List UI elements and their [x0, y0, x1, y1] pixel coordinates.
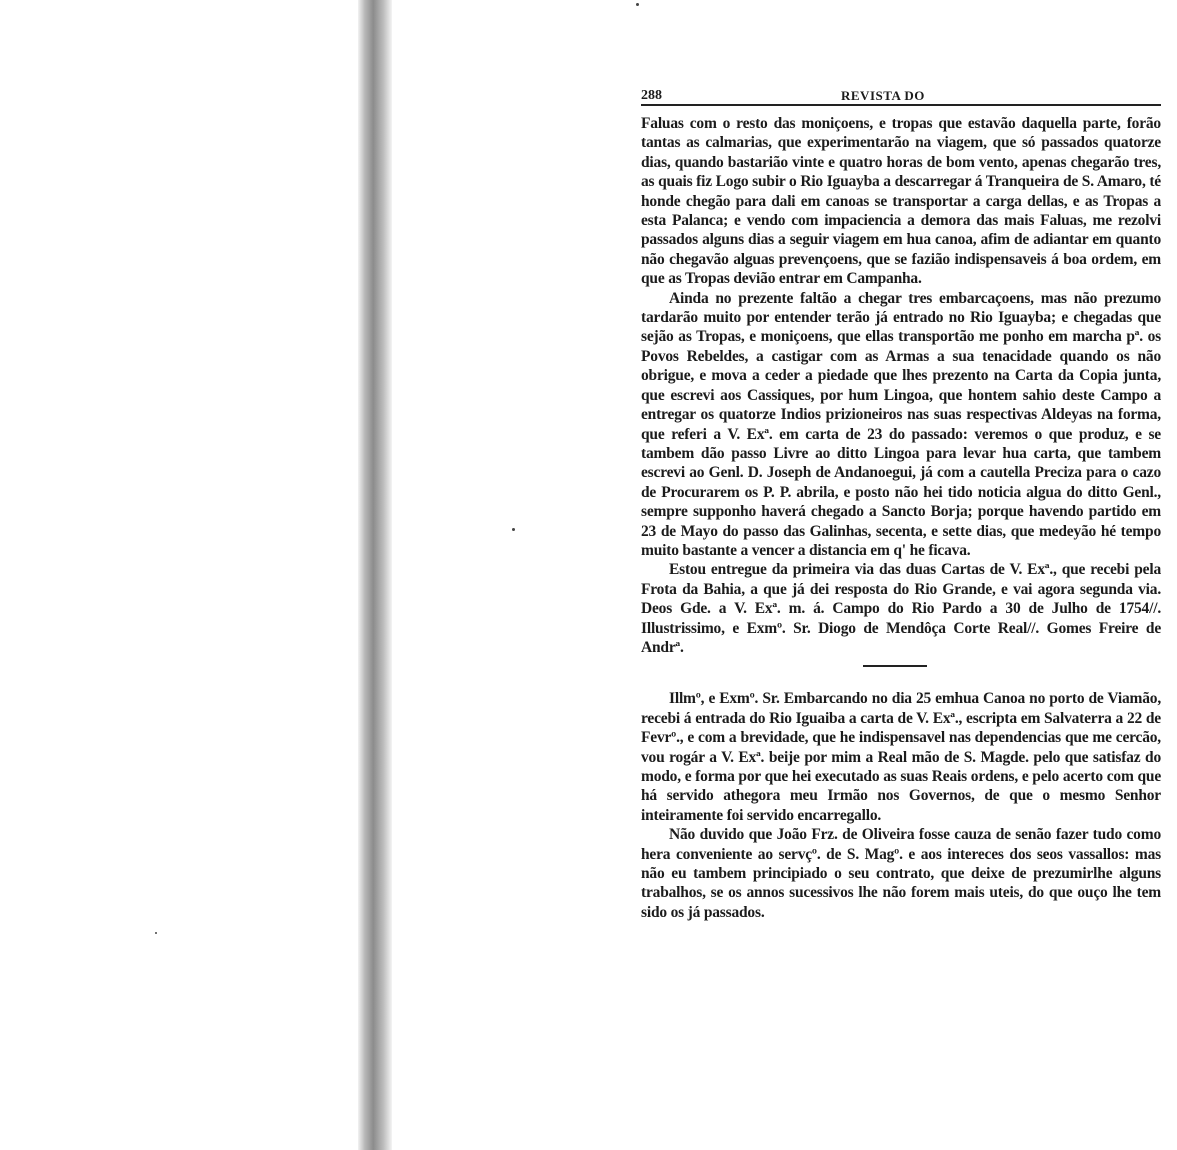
scan-speck: [636, 3, 639, 6]
letter-2: [641, 689, 1161, 922]
paragraph: Ainda no prezente faltão a chegar tres embarcaçoens, mas não prezumo tardarão muito por entender terão já entrado no Rio Iguayba; e chegadas que sejão as Tropas, e moniçoens, que ellas transportão me ponho em marcha pª. os Povos Rebeldes, a castigar com as Armas a sua tenacidade quando os não obrigue, e mova a ceder a piedade que lhes prezento na Carta da Copia junta, que escrevi aos Cassiques, por hum Lingoa, que hontem sahio deste Campo a entregar os quatorze Indios prizioneiros nas suas respectivas Aldeyas na forma, que referi a V. Exª. em carta de 23 do passado: veremos o que produz, e se tambem dão passo Livre ao ditto Lingoa para levar hua carta, que tambem escrevi ao Genl. D. Joseph de Andanoegui, já com a cautella Preciza para o cazo de Procurarem os P. P. abrila, e posto não hei tido noticia algua do ditto Genl., sempre supponho haverá chegado a Sancto Borja; porque havendo partido em 23 de Mayo do passo das Galinhas, secenta, e sette dias, que medeyão hé tempo muito bastante a vencer a distancia em q' he ficava.: [641, 289, 1161, 559]
paragraph: Faluas com o resto das moniçoens, e tropas que estavão daquella parte, forão tantas as calmarias, que experimentarão na viagem, que só passados quatorze dias, quando bastarião vinte e quatro horas de bom vento, apenas chegarão tres, as quais fiz Logo subir o Rio Iguayba a descarregar á Tranqueira de S. Amaro, té honde chegão para dali em canoas se transportar a carga dellas, e as Tropas a esta Palanca; e vendo com impaciencia a demora das mais Faluas, me rezolvi passados alguns dias a seguir viagem em hua canoa, afim de adiantar em quanto não chegavão alguas prevençoens, que se fazião indispensaveis á boa ordem, em que as Tropas devião entrar em Campanha.: [641, 115, 1161, 288]
paragraph: Estou entregue da primeira via das duas Cartas de V. Exª., que recebi pela Frota da Bahia, a que já dei resposta do Rio Grande, e vai agora segunda via. Deos Gde. a V. Exª. m. á. Campo do Rio Pardo a 30 de Julho de 1754//. Illustrissimo, e Exmº. Sr. Diogo de Mendôça Corte Real//. Gomes Freire de Andrª.: [641, 561, 1161, 656]
running-head: REVISTA DO: [841, 88, 925, 103]
letter-1: [641, 114, 1161, 657]
paragraph: Illmº, e Exmº. Sr. Embarcando no dia 25 emhua Canoa no porto de Viamão, recebi á entrada do Rio Iguaiba a carta de V. Exª., escripta em Salvaterra a 22 de Fevrº., e com a brevidade, que he indispensavel nas dependencias que me cercão, vou rogár a V. Exª. beije por mim a Real mão de S. Magde. pelo que satisfaz do modo, e forma por que hei executado as suas Reais ordens, e pelo acerto com que há servido athegora meu Irmão nos Governos, de que o mesmo Senhor inteiramente foi servido encarregallo.: [641, 690, 1161, 824]
paragraph: Não duvido que João Frz. de Oliveira fosse cauza de senão fazer tudo como hera conveniente ao servçº. de S. Magº. e aos intereces dos seos vassallos: mas não eu tambem principiado o seu contrato, que deixe de prezumirlhe alguns trabalhos, se os annos sucessivos lhe não forem mais uteis, do que ouço lhe tem sido os já passados.: [641, 826, 1161, 921]
scan-speck: [512, 528, 515, 531]
scan-speck: [155, 932, 157, 934]
book-page: [641, 82, 1161, 922]
section-separator: [863, 665, 927, 667]
page-header: [641, 82, 1161, 106]
book-gutter-shadow: [358, 0, 392, 1150]
page-number: 288: [641, 88, 662, 103]
